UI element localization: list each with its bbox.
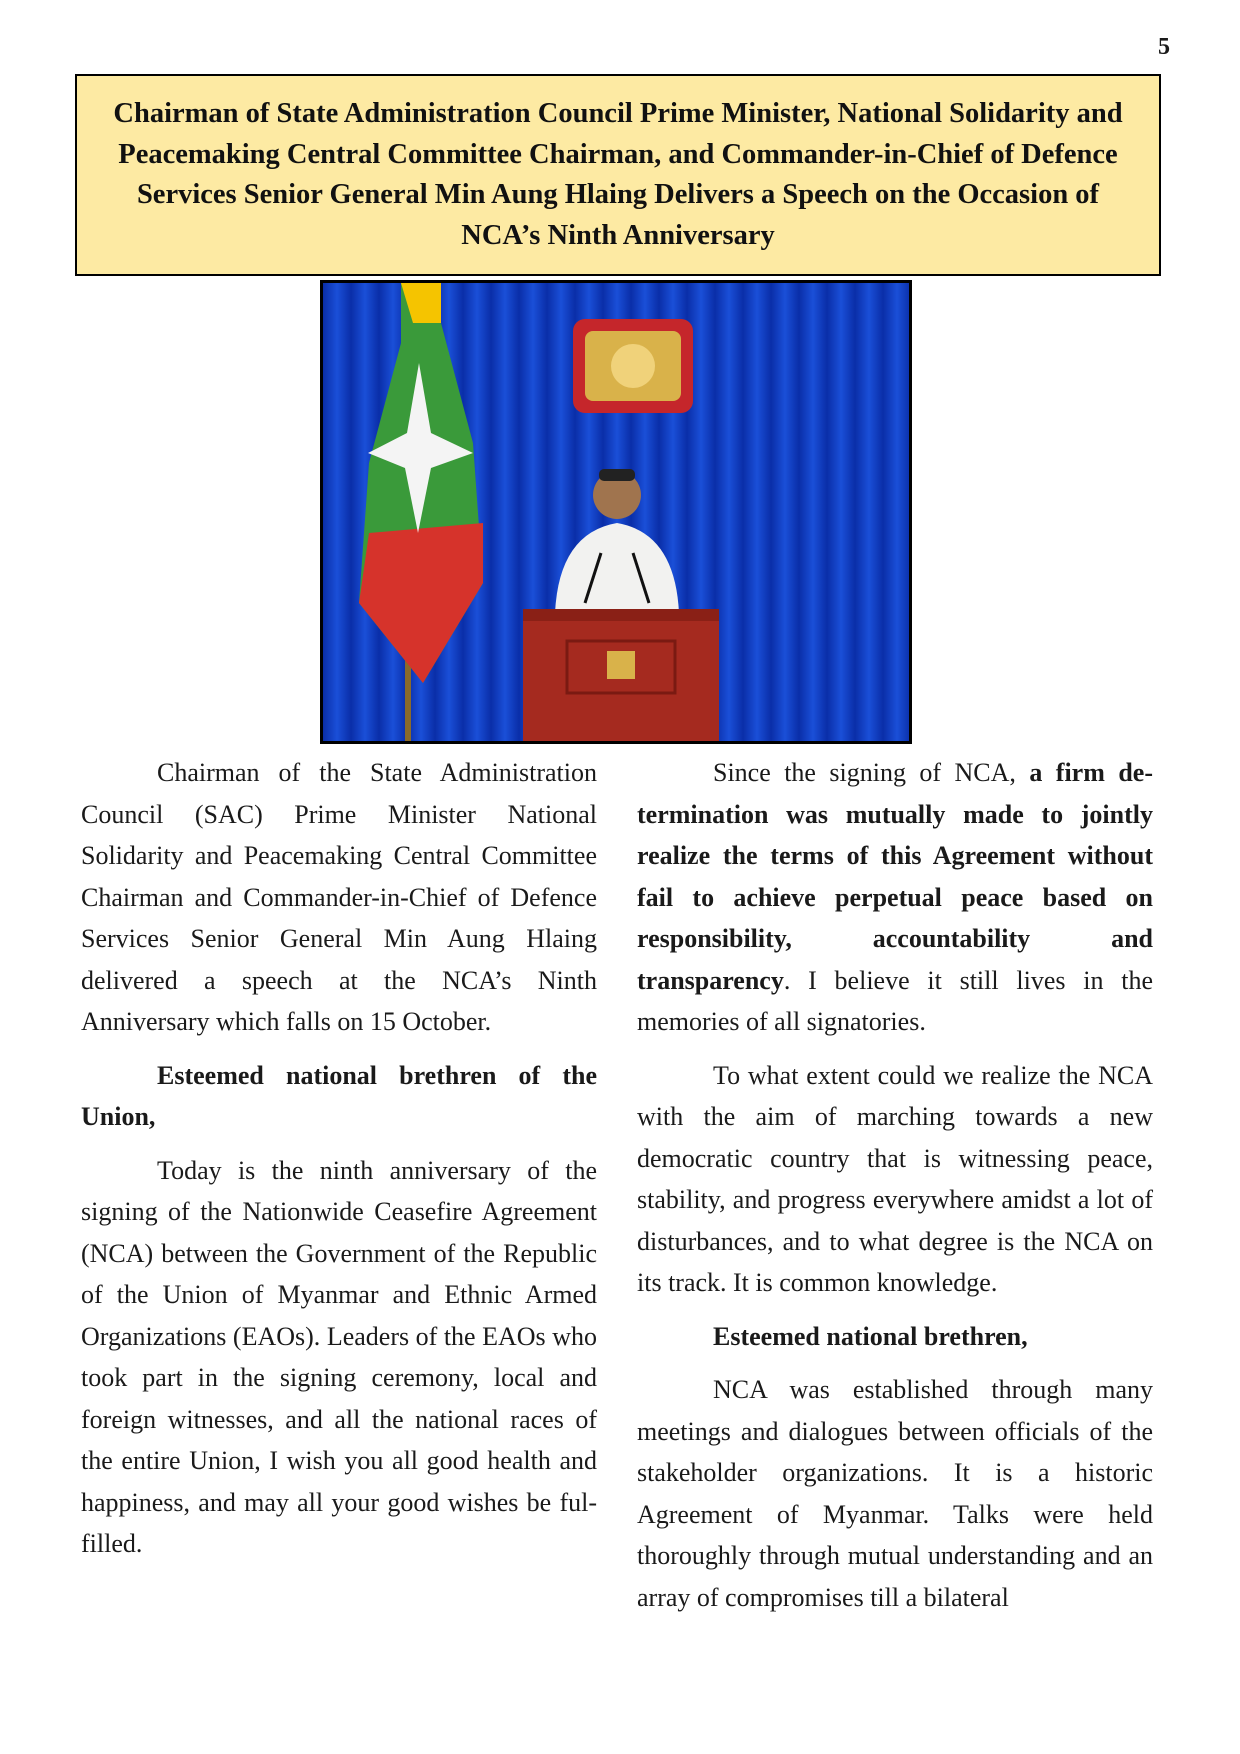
section-heading: Esteemed national brethren of the Union, <box>81 1060 597 1131</box>
paragraph-bold: a firm determination was mutually made to jointly realize the terms of this Agreement without fail to achieve perpetual peace based on responsibility, accountability and transparency <box>637 758 1153 995</box>
paragraph-mixed <box>637 752 1153 1043</box>
paragraph: NCA was established through many meetings and dialogues between officials of the stakeholder organizations. It is a historic Agreement of Myanmar. Talks were held thoroughly through mutual understanding and an array of compromises till a bilateral <box>637 1375 1153 1612</box>
speech-photo <box>320 280 912 744</box>
paragraph-end: . I believe it still lives in the memories of all signatories. <box>637 965 1153 1036</box>
page-number: 5 <box>1158 34 1170 60</box>
paragraph: To what extent could we realize the NCA with the aim of marching towards a new democratic country that is witnessing peace, stability, and progress everywhere amidst a lot of disturbances, and to what degree is the NCA on its track. It is common knowledge. <box>637 1060 1153 1297</box>
paragraph-start: Since the signing of NCA, <box>713 758 1016 787</box>
paragraph: Chairman of the State Administration Council (SAC) Prime Minister National Solidarity and Peacemaking Central Committee Chairman and Commander-in-Chief of Defence Services Senior General Min Aung Hlaing delivered a speech at the NCA’s Ninth Anniversary which falls on 15 October. <box>81 758 597 1036</box>
page-title: Chairman of State Administration Council Prime Minister, National Solidarity and Peacemaking Central Committee Chairman, and Commander-in-Chief of Defence Services Senior General Min Aung Hlaing Delivers a Speech on the Occasion of NCA’s Ninth Anniversary <box>113 98 1123 251</box>
section-heading: Esteemed national brethren, <box>713 1321 1028 1351</box>
right-column <box>637 752 1153 1630</box>
paragraph: Today is the ninth anniversary of the signing of the Nationwide Ceasefire Agreement (NCA) between the Government of the Republic of the Union of Myanmar and Ethnic Armed Organizations (EAOs). Leaders of the EAOs who took part in the signing ceremony, local and foreign witnesses, and all the national races of the entire Union, I wish you all good health and happiness, and may all your good wishes be fulfilled. <box>81 1155 597 1558</box>
speech-photo-illustration <box>323 283 909 741</box>
title-banner <box>75 74 1161 276</box>
left-column <box>81 752 597 1577</box>
